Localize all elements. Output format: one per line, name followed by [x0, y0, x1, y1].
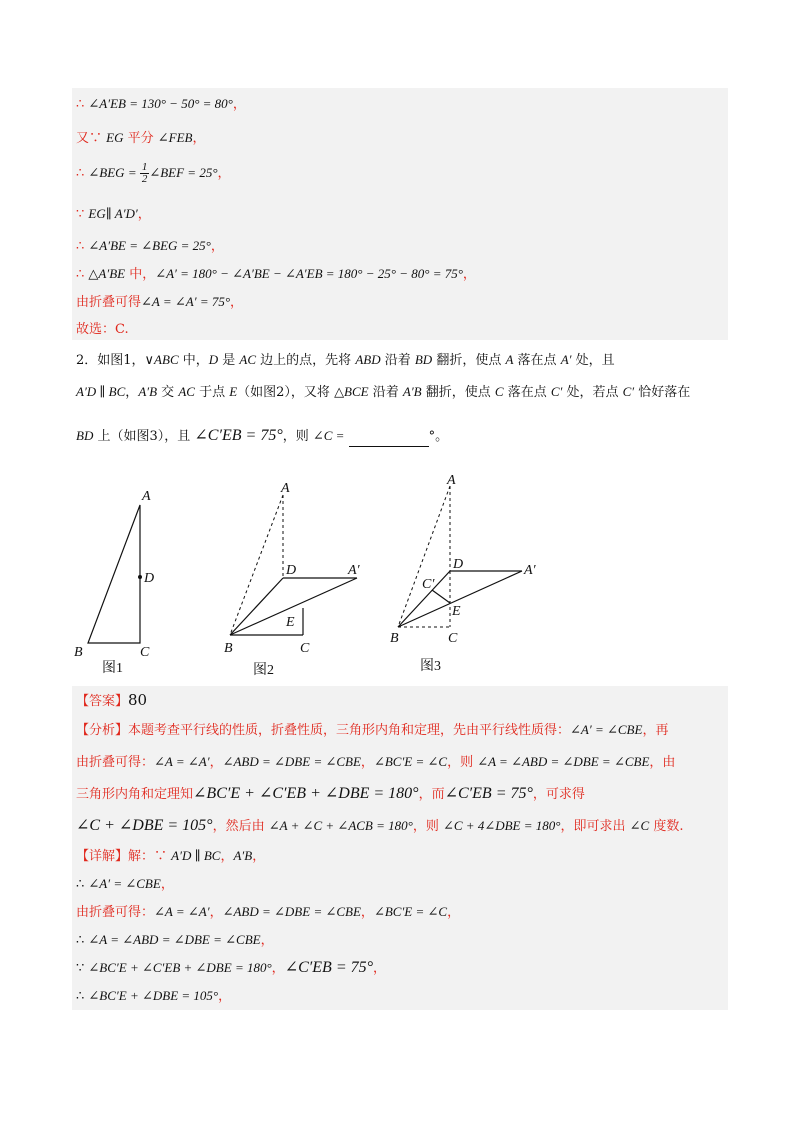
geometry-figures: [60, 470, 760, 680]
fig1-label-c: C: [140, 645, 150, 660]
detail-line-3: 由折叠可得：∠A = ∠A′，∠ABD = ∠DBE = ∠CBE，∠BC′E = ∠C，: [76, 904, 461, 920]
fig1-label-d: D: [144, 571, 155, 586]
answer-line: 【答案】80: [76, 691, 148, 709]
fig3-label-b: B: [390, 631, 399, 646]
fig2-label-b: B: [224, 641, 233, 656]
fig2-label-d: D: [286, 563, 297, 578]
fig1-point-d: [138, 575, 142, 579]
fig1-label-a: A: [142, 489, 151, 504]
fig2-label-a: A: [281, 481, 290, 496]
fig3-label-d: D: [453, 557, 464, 572]
fig3-label-a1: A′: [524, 563, 536, 578]
analysis-line-1: 【分析】本题考查平行线的性质，折叠性质，三角形内角和定理，先由平行线性质得：∠A′ = ∠CBE，再: [76, 722, 669, 738]
figure-2: [224, 481, 361, 678]
fig3-label-e: E: [452, 604, 461, 619]
detail-line-2: ∴ ∠A′ = ∠CBE，: [76, 876, 174, 892]
sol1-line-8: 故选：C.: [76, 322, 129, 337]
fig2-label-c: C: [300, 641, 310, 656]
analysis-line-4: ∠C + ∠DBE = 105°，然后由 ∠A + ∠C + ∠ACB = 180°，则 ∠C + 4∠DBE = 180°，即可求出 ∠C 度数.: [76, 817, 684, 834]
analysis-line-3: 三角形内角和定理知∠BC′E + ∠C′EB + ∠DBE = 180°，而∠C′EB = 75°，可求得: [76, 785, 585, 802]
fig1-triangle: [88, 505, 140, 643]
fig3-label-c1: C′: [422, 577, 435, 592]
fig1-label-b: B: [74, 645, 83, 660]
fig2-caption: 图2: [253, 663, 274, 678]
sol1-line-5: ∴ ∠A′BE = ∠BEG = 25°，: [76, 238, 224, 254]
sol1-line-7: 由折叠可得∠A = ∠A′ = 75°，: [76, 294, 244, 310]
detail-line-4: ∴ ∠A = ∠ABD = ∠DBE = ∠CBE，: [76, 932, 274, 948]
figure-3: [390, 473, 537, 674]
fig2-label-e: E: [286, 615, 295, 630]
fig3-c1e: [432, 590, 450, 603]
q2-line-1: 2．如图1，∨ABC 中，D 是 AC 边上的点，先将 ABD 沿着 BD 翻折，使点 A 落在点 A′ 处，且: [76, 352, 615, 368]
sol1-line-1: ∴ ∠A′EB = 130° − 50° = 80°，: [76, 96, 246, 112]
fig2-ab-dashed: [230, 495, 283, 635]
figure-1: [74, 489, 154, 676]
fig3-label-a: A: [447, 473, 456, 488]
sol1-line-3: ∴ ∠BEG = $\frac{1}{2}$ ∠BEF = 25°，: [76, 161, 231, 185]
fig2-bd: [230, 578, 283, 635]
fig3-caption: 图3: [420, 659, 441, 674]
fraction-half: $\frac{1}{2}$: [141, 161, 148, 185]
q2-line-3: BD 上（如图3），且 ∠C′EB = 75°，则 ∠C = °。: [76, 426, 448, 447]
sol1-line-4: ∵ EG∥ A′D′，: [76, 206, 151, 222]
detail-line-6: ∴ ∠BC′E + ∠DBE = 105°，: [76, 988, 232, 1004]
fig1-caption: 图1: [102, 661, 123, 676]
fig3-ab-dashed: [398, 486, 450, 627]
q2-line-2: A′D ∥ BC，A′B 交 AC 于点 E（如图2），又将 △BCE 沿着 A′B 翻折，使点 C 落在点 C′ 处，若点 C′ 恰好落在: [76, 384, 691, 400]
detail-line-5: ∵ ∠BC′E + ∠C′EB + ∠DBE = 180°，∠C′EB = 75°，: [76, 959, 387, 976]
fig3-label-c: C: [448, 631, 458, 646]
detail-line-1: 【详解】解：∵ A′D ∥ BC，A′B，: [76, 848, 266, 864]
sol1-line-2: 又∵ EG 平分 ∠FEB，: [76, 130, 206, 146]
answer-blank[interactable]: [349, 432, 429, 447]
analysis-line-2: 由折叠可得：∠A = ∠A′，∠ABD = ∠DBE = ∠CBE，∠BC′E = ∠C，则 ∠A = ∠ABD = ∠DBE = ∠CBE，由: [76, 754, 676, 770]
fig2-label-a1: A′: [348, 563, 360, 578]
sol1-line-6: ∴ △A′BE 中，∠A′ = 180° − ∠A′BE − ∠A′EB = 180° − 25° − 80° = 75°，: [76, 266, 476, 282]
